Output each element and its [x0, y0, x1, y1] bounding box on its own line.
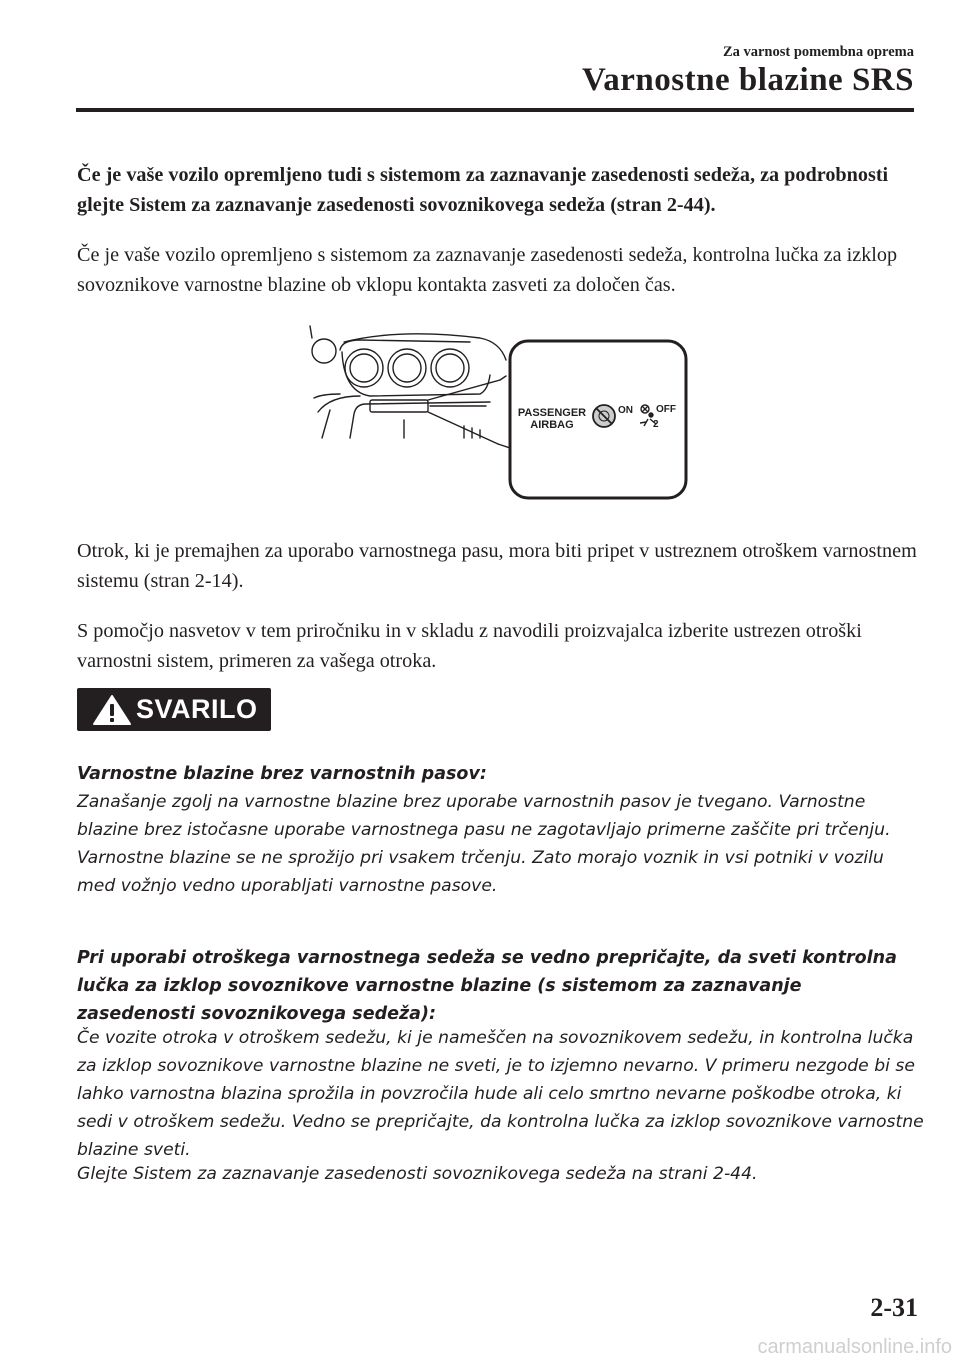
passenger-label-line2: AIRBAG [530, 419, 574, 431]
warning-body-seatbelts: Zanašanje zgolj na varnostne blazine brez uporabe varnostnih pasov je tvegano. Varnostne blazine brez istočasne uporabe varnostnega pasu ne zagotavljajo primerne zaščite pri trčenju. Varnostne blazine se ne sprožijo pri vsakem trčenju. Zato morajo voznik in vsi potniki v vozilu med vožnjo vedno uporabljati varnostne pasove. [77, 792, 891, 896]
page-number: 2-31 [870, 1293, 918, 1322]
watermark: carmanualsonline.info [757, 1336, 952, 1358]
intro-paragraph: Če je vaše vozilo opremljeno s sistemom za zaznavanje zasedenosti sedeža, kontrolna lučka za izklop sovoznikove varnostne blazine ob vklopu kontakta zasveti za določen čas. [77, 244, 898, 296]
dashboard-illustration [300, 320, 700, 505]
passenger-label-line1: PASSENGER [517, 407, 587, 419]
warning-heading-seatbelts: Varnostne blazine brez varnostnih pasov: [77, 764, 487, 784]
intro-bold-paragraph: Če je vaše vozilo opremljeno tudi s sistemom za zaznavanje zasedenosti sedeža, za podrobnosti glejte Sistem za zaznavanje zasedenosti sovoznikovega sedeža (stran 2-44). [77, 164, 889, 216]
warning-body-reference: Glejte Sistem za zaznavanje zasedenosti sovoznikovega sedeža na strani 2-44. [77, 1164, 758, 1184]
section-subtitle: Za varnost pomembna oprema [722, 44, 914, 60]
warning-triangle-icon [92, 694, 132, 726]
header-rule [76, 108, 914, 112]
warning-body-child-seat: Če vozite otroka v otroškem sedežu, ki je nameščen na sovoznikovem sedežu, in kontrolna lučka za izklop sovoznikove varnostne blazine ne sveti, je to izjemno nevarno. V primeru nezgode bi se lahko varnostna blazina sprožila in povzročila hude ali celo smrtno nevarne poškodbe otroka, ki sedi v otroškem sedežu. Vedno se prepričajte, da kontrolna lučka za izklop sovoznikove varnostne blazine sveti. [77, 1028, 924, 1160]
warning-heading-child-seat: Pri uporabi otroškega varnostnega sedeža se vedno prepričajte, da sveti kontrolna lučka za izklop sovoznikove varnostne blazine (s sistemom za zaznavanje zasedenosti sovoznikovega sedeža): [77, 948, 897, 1024]
off-number: 2 [653, 419, 659, 430]
warning-badge [77, 688, 271, 731]
off-label: OFF [656, 404, 676, 415]
airbag-on-icon [593, 405, 615, 427]
child-restraint-paragraph: Otrok, ki je premajhen za uporabo varnostnega pasu, mora biti pripet v ustreznem otroškem varnostnem sistemu (stran 2-14). [77, 540, 917, 592]
airbag-indicator-figure [300, 320, 700, 505]
advice-paragraph: S pomočjo nasvetov v tem priročniku in v skladu z navodili proizvajalca izberite ustrezen otroški varnostni sistem, primeren za vašega otroka. [77, 620, 862, 672]
page-title: Varnostne blazine SRS [581, 62, 914, 98]
on-label: ON [618, 405, 633, 416]
warning-label: SVARILO [136, 694, 258, 724]
